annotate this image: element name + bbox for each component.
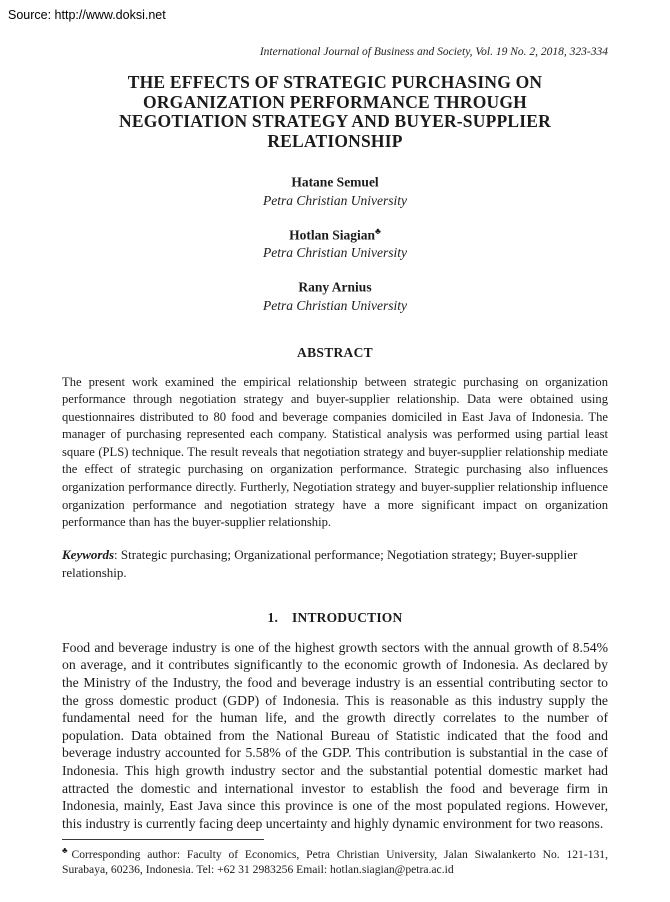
introduction-paragraph: Food and beverage industry is one of the highest growth sectors with the annual growth of 8.54% on average, and it contributes significantly to the economic growth of Indonesia. As declared by the Ministry of the Industry, the food and beverage industry is an essential contributing sector to the gross domestic product (GDP) of Indonesia. This is reasonable as this industry supply the fundamental need for the human life, and the growth directly correlates to the number of population. Data obtained from the National Bureau of Statistic indicated that the food and beverage industry accounted for 5.58% of the GDP. This contribution is substantial in the case of Indonesia. This high growth industry sector and the substantial potential domestic market had attracted the domestic and international investor to establish the food and beverage firm in Indonesia, mainly, East Java since this province is one of the most populated regions. However, this industry is currently facing deep uncertainty and highly dynamic environment for two reasons.: [62, 639, 608, 831]
footnote-separator: [62, 839, 264, 840]
author-footnote-marker: ♣: [375, 225, 381, 236]
keywords-list: : Strategic purchasing; Organizational performance; Negotiation strategy; Buyer-supplier relationship.: [62, 546, 578, 580]
author-block: [62, 169, 608, 210]
author-block: [62, 222, 608, 263]
journal-header: International Journal of Business and Society, Vol. 19 No. 2, 2018, 323-334: [259, 46, 608, 58]
author-affiliation: Petra Christian University: [263, 245, 407, 260]
introduction-heading: [62, 610, 608, 626]
footnote-text: Corresponding author: Faculty of Economics, Petra Christian University, Jalan Siwalankerto No. 121-131, Surabaya, 60236, Indonesia. Tel: +62 31 2983256 Email: hotlan.siagian@petra.ac.id: [62, 848, 609, 877]
paper-title-line: ORGANIZATION PERFORMANCE THROUGH: [143, 91, 527, 112]
author-affiliation: Petra Christian University: [263, 297, 407, 313]
paper-title-line: RELATIONSHIP: [267, 130, 403, 151]
author-affiliation: Petra Christian University: [263, 192, 407, 208]
author-name: Hotlan Siagian♣: [289, 225, 381, 242]
abstract-text: The present work examined the empirical relationship between strategic purchasing on organization performance through negotiation strategy and buyer-supplier relationship. Data were obtained using questionnaires distributed to 80 food and beverage companies domiciled in East Java of Indonesia. The manager of purchasing represented each company. Statistical analysis was performed using partial least square (PLS) technique. The result reveals that negotiation strategy and buyer-supplier relationship mediate the effect of strategic purchasing on organization performance. Strategic purchasing also influences organization performance directly. Furtherly, Negotiation strategy and buyer-supplier relationship influence organization performance and negotiation strategy have a more significant impact on organization performance than has the buyer-supplier relationship.: [62, 374, 608, 530]
abstract-heading: ABSTRACT: [297, 344, 373, 360]
author-name: Rany Arnius: [298, 279, 372, 295]
keywords-line: [62, 546, 608, 582]
source-url-line: Source: http://www.doksi.net: [8, 8, 166, 22]
authors-section: [62, 169, 608, 315]
paper-title-line: THE EFFECTS OF STRATEGIC PURCHASING ON: [127, 72, 543, 92]
author-name: Hatane Semuel: [291, 174, 379, 190]
footnote-marker: ♣: [62, 845, 72, 856]
paper-title-line: NEGOTIATION STRATEGY AND BUYER-SUPPLIER: [119, 111, 551, 131]
page-content: [62, 0, 608, 878]
section-number: 1.: [267, 609, 279, 625]
keywords-label: Keywords: [62, 546, 114, 562]
section-title: INTRODUCTION: [292, 609, 403, 625]
corresponding-author-footnote: [62, 843, 608, 877]
author-block: [62, 274, 608, 315]
paper-title: [62, 73, 608, 151]
